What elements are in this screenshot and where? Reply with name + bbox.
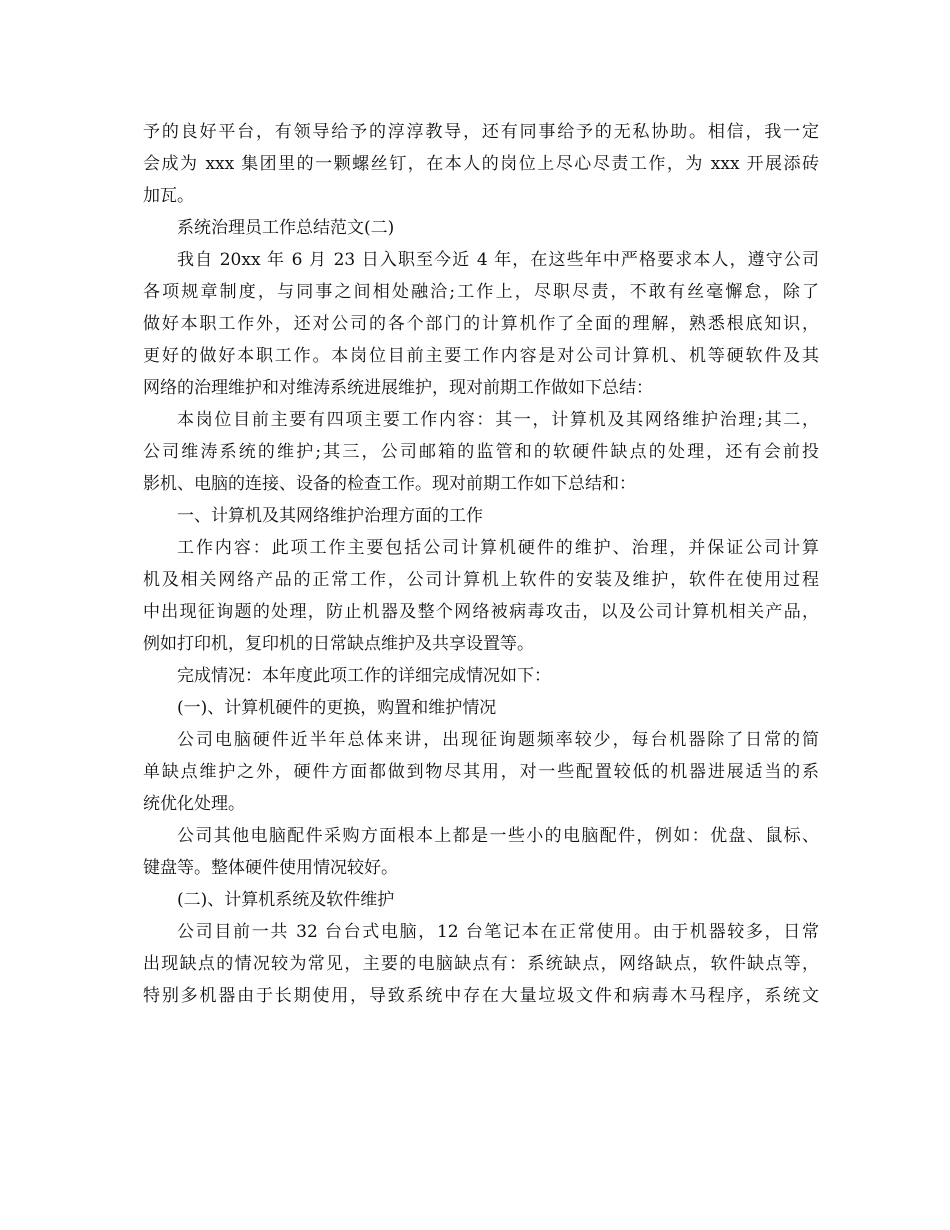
text-line: (二)、计算机系统及软件维护: [177, 890, 395, 910]
text-line: 特别多机器由于长期使用，导致系统中存在大量垃圾文件和病毒木马程序，系统文: [143, 986, 819, 1006]
text-line: 公司电脑硬件近半年总体来讲，出现征询题频率较少，每台机器除了日常的简: [177, 730, 819, 750]
text-line: 各项规章制度，与同事之间相处融洽;工作上，尽职尽责，不敢有丝毫懈怠，除了: [143, 282, 819, 302]
text-line: 公司其他电脑配件采购方面根本上都是一些小的电脑配件，例如：优盘、鼠标、: [177, 826, 819, 846]
text-line: 中出现征询题的处理，防止机器及整个网络被病毒攻击，以及公司计算机相关产品，: [143, 602, 819, 622]
text-line: 一、计算机及其网络维护治理方面的工作: [177, 506, 483, 526]
text-line: 系统治理员工作总结范文(二): [177, 218, 395, 238]
text-line: (一)、计算机硬件的更换，购置和维护情况: [177, 698, 497, 718]
text-line: 完成情况：本年度此项工作的详细完成情况如下：: [177, 666, 551, 686]
document-body: [143, 116, 819, 1012]
text-line: 键盘等。整体硬件使用情况较好。: [143, 858, 398, 878]
text-line: 网络的治理维护和对维涛系统进展维护，现对前期工作做如下总结：: [143, 378, 653, 398]
text-line: 予的良好平台，有领导给予的淳淳教导，还有同事给予的无私协助。相信，我一定: [143, 122, 819, 142]
text-line: 统优化处理。: [143, 794, 245, 814]
text-line: 公司维涛系统的维护;其三，公司邮箱的监管和的软硬件缺点的处理，还有会前投: [143, 442, 819, 462]
text-line: 单缺点维护之外，硬件方面都做到物尽其用，对一些配置较低的机器进展适当的系: [143, 762, 819, 782]
text-line: 会成为 xxx 集团里的一颗螺丝钉，在本人的岗位上尽心尽责工作，为 xxx 开展添砖: [143, 154, 819, 174]
text-line: 出现缺点的情况较为常见，主要的电脑缺点有：系统缺点，网络缺点，软件缺点等，: [143, 954, 819, 974]
text-line: 工作内容：此项工作主要包括公司计算机硬件的维护、治理，并保证公司计算: [177, 538, 819, 558]
text-line: 影机、电脑的连接、设备的检查工作。现对前期工作如下总结和：: [143, 474, 636, 494]
text-line: 公司目前一共 32 台台式电脑，12 台笔记本在正常使用。由于机器较多，日常: [177, 922, 819, 942]
text-line: 本岗位目前主要有四项主要工作内容：其一，计算机及其网络维护治理;其二，: [177, 410, 819, 430]
text-line: 机及相关网络产品的正常工作，公司计算机上软件的安装及维护，软件在使用过程: [143, 570, 819, 590]
text-line: 我自 20xx 年 6 月 23 日入职至今近 4 年，在这些年中严格要求本人，遵守公司: [177, 250, 819, 270]
text-line: 做好本职工作外，还对公司的各个部门的计算机作了全面的理解，熟悉根底知识，: [143, 314, 819, 334]
text-line: 更好的做好本职工作。本岗位目前主要工作内容是对公司计算机、机等硬软件及其: [143, 346, 819, 366]
text-line: 加瓦。: [143, 186, 194, 206]
text-line: 例如打印机，复印机的日常缺点维护及共享设置等。: [143, 634, 534, 654]
